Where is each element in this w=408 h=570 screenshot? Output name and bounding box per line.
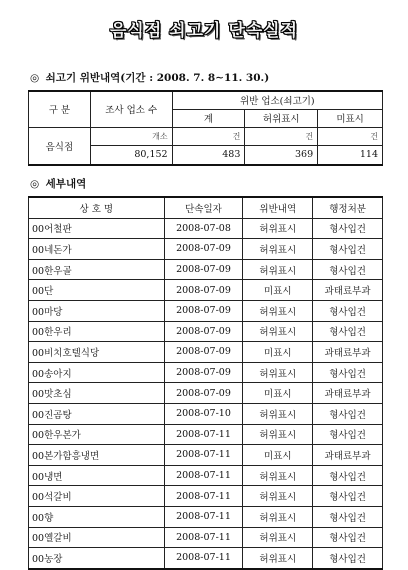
detail-cell-name: 00본가함흥냉면 [29, 445, 165, 466]
summary-total: 483 [172, 145, 245, 165]
detail-cell-violation: 허위표시 [243, 527, 313, 548]
detail-cell-name: 00향 [29, 506, 165, 527]
section-heading-details [30, 176, 86, 191]
detail-cell-violation: 허위표시 [243, 465, 313, 486]
table-row [29, 321, 383, 342]
table-row [29, 527, 383, 548]
summary-header-no-label: 미표시 [318, 109, 383, 127]
detail-cell-violation: 미표시 [243, 342, 313, 363]
detail-cell-date: 2008-07-08 [164, 218, 243, 239]
table-row [29, 403, 383, 424]
detail-cell-date: 2008-07-09 [164, 300, 243, 321]
detail-cell-date: 2008-07-10 [164, 403, 243, 424]
section-bullet-icon: ◎ [30, 178, 40, 190]
detail-cell-name: 00옐갈비 [29, 527, 165, 548]
section-heading-text: 세부내역 [45, 178, 87, 190]
detail-cell-action: 형사입건 [313, 527, 383, 548]
detail-cell-violation: 허위표시 [243, 403, 313, 424]
detail-cell-violation: 허위표시 [243, 486, 313, 507]
detail-cell-violation: 미표시 [243, 280, 313, 301]
detail-cell-violation: 허위표시 [243, 548, 313, 569]
summary-false-count: 369 [245, 145, 318, 165]
detail-cell-date: 2008-07-11 [164, 486, 243, 507]
summary-unit-stores: 개소 [90, 127, 172, 145]
detail-header-name: 상 호 명 [29, 197, 165, 218]
detail-cell-name: 00맛초심 [29, 383, 165, 404]
summary-table [28, 90, 383, 166]
summary-unit-total: 건 [172, 127, 245, 145]
detail-cell-name: 00비치호텔식당 [29, 342, 165, 363]
detail-cell-violation: 허위표시 [243, 321, 313, 342]
detail-cell-action: 형사입건 [313, 362, 383, 383]
detail-cell-violation: 허위표시 [243, 259, 313, 280]
table-row [29, 424, 383, 445]
table-row [29, 239, 383, 260]
table-row [29, 486, 383, 507]
detail-cell-violation: 미표시 [243, 445, 313, 466]
detail-cell-action: 과태료부과 [313, 445, 383, 466]
summary-header-violation-group: 위반 업소(쇠고기) [172, 91, 382, 109]
detail-cell-name: 00한우본가 [29, 424, 165, 445]
detail-cell-violation: 허위표시 [243, 218, 313, 239]
detail-cell-action: 형사입건 [313, 506, 383, 527]
detail-cell-date: 2008-07-09 [164, 321, 243, 342]
detail-cell-action: 형사입건 [313, 424, 383, 445]
table-row [29, 548, 383, 569]
summary-header-category: 구 분 [29, 91, 91, 127]
detail-cell-action: 형사입건 [313, 403, 383, 424]
table-row [29, 445, 383, 466]
detail-cell-name: 00한우리 [29, 321, 165, 342]
table-row [29, 465, 383, 486]
detail-cell-name: 00네돈가 [29, 239, 165, 260]
table-row [29, 280, 383, 301]
summary-header-false-label: 허위표시 [245, 109, 318, 127]
table-row [29, 300, 383, 321]
table-row [29, 218, 383, 239]
detail-cell-action: 형사입건 [313, 239, 383, 260]
section-bullet-icon: ◎ [30, 72, 40, 84]
detail-cell-date: 2008-07-09 [164, 259, 243, 280]
table-row [29, 259, 383, 280]
detail-cell-date: 2008-07-09 [164, 280, 243, 301]
detail-cell-name: 00냉면 [29, 465, 165, 486]
detail-cell-action: 과태료부과 [313, 342, 383, 363]
detail-cell-name: 00진곰탕 [29, 403, 165, 424]
detail-cell-date: 2008-07-11 [164, 506, 243, 527]
table-row [29, 362, 383, 383]
detail-header-date: 단속일자 [164, 197, 243, 218]
detail-cell-name: 00마당 [29, 300, 165, 321]
section-heading-text: 쇠고기 위반내역(기간 : 2008. 7. 8∼11. 30.) [45, 72, 270, 84]
detail-cell-violation: 허위표시 [243, 362, 313, 383]
detail-table [28, 196, 383, 570]
summary-unit-nolabel: 건 [318, 127, 383, 145]
detail-cell-action: 형사입건 [313, 218, 383, 239]
detail-cell-name: 00석갈비 [29, 486, 165, 507]
detail-cell-date: 2008-07-09 [164, 342, 243, 363]
detail-cell-violation: 허위표시 [243, 506, 313, 527]
detail-cell-violation: 허위표시 [243, 239, 313, 260]
summary-survey-count: 80,152 [90, 145, 172, 165]
summary-row-label: 음식점 [29, 127, 91, 165]
summary-header-total: 계 [172, 109, 245, 127]
detail-cell-name: 00한우골 [29, 259, 165, 280]
page-title: 음식점 쇠고기 단속실적 [109, 21, 299, 41]
section-heading-violations [30, 70, 269, 85]
summary-unit-false: 건 [245, 127, 318, 145]
detail-cell-action: 형사입건 [313, 486, 383, 507]
detail-cell-action: 형사입건 [313, 548, 383, 569]
table-row [29, 383, 383, 404]
detail-cell-date: 2008-07-09 [164, 239, 243, 260]
table-row [29, 342, 383, 363]
detail-cell-action: 과태료부과 [313, 280, 383, 301]
detail-cell-violation: 미표시 [243, 383, 313, 404]
detail-cell-date: 2008-07-09 [164, 383, 243, 404]
detail-header-violation: 위반내역 [243, 197, 313, 218]
summary-nolabel-count: 114 [318, 145, 383, 165]
detail-cell-date: 2008-07-09 [164, 362, 243, 383]
summary-header-survey: 조사 업소 수 [90, 91, 172, 127]
detail-header-action: 행정처분 [313, 197, 383, 218]
detail-cell-name: 00농장 [29, 548, 165, 569]
detail-cell-date: 2008-07-11 [164, 465, 243, 486]
detail-cell-action: 과태료부과 [313, 383, 383, 404]
table-row [29, 506, 383, 527]
detail-cell-action: 형사입건 [313, 300, 383, 321]
detail-cell-violation: 허위표시 [243, 424, 313, 445]
detail-cell-name: 00송아지 [29, 362, 165, 383]
detail-cell-action: 형사입건 [313, 321, 383, 342]
detail-cell-name: 00어철판 [29, 218, 165, 239]
detail-cell-date: 2008-07-11 [164, 445, 243, 466]
detail-cell-violation: 허위표시 [243, 300, 313, 321]
detail-cell-date: 2008-07-11 [164, 424, 243, 445]
detail-cell-action: 형사입건 [313, 259, 383, 280]
detail-cell-date: 2008-07-11 [164, 548, 243, 569]
detail-cell-action: 형사입건 [313, 465, 383, 486]
detail-cell-name: 00단 [29, 280, 165, 301]
detail-cell-date: 2008-07-11 [164, 527, 243, 548]
